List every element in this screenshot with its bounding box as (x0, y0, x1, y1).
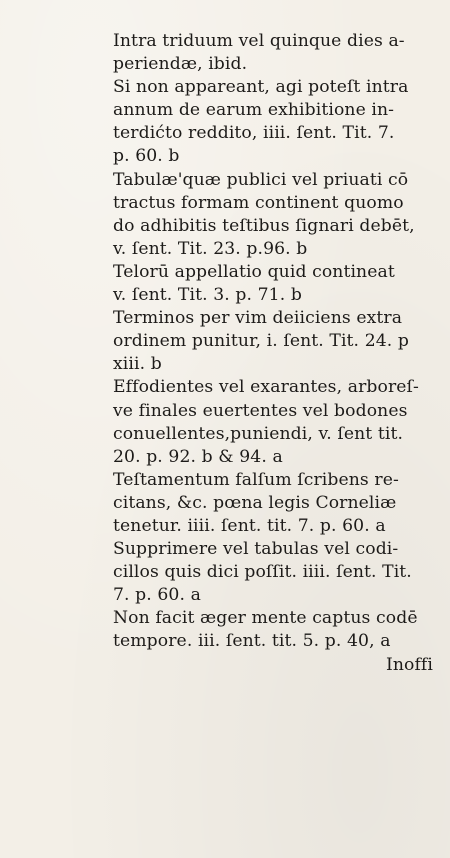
text-line: xiii. b (113, 354, 162, 375)
text-line: tempore. iii. ſent. tit. 5. p. 40, a (113, 631, 391, 652)
text-line: Effodientes vel exarantes, arboreſ- (113, 377, 419, 398)
text-line: Supprimere vel tabulas vel codi- (113, 539, 399, 560)
text-line: terdićto reddito, iiii. ſent. Tit. 7. (113, 123, 395, 144)
text-line: Non facit æger mente captus codē (113, 608, 418, 629)
text-line: cillos quis dici poſſit. iiii. ſent. Tit. (113, 562, 412, 583)
text-line: Intra triduum vel quinque dies a- (113, 31, 405, 51)
text-line: tenetur. iiii. ſent. tit. 7. p. 60. a (113, 515, 386, 536)
text-line: v. ſent. Tit. 3. p. 71. b (113, 285, 302, 306)
text-line: v. ſent. Tit. 23. p.96. b (113, 238, 308, 259)
text-line: periendæ, ibid. (113, 54, 248, 75)
text-line: Teſtamentum falſum ſcribens re- (113, 469, 399, 490)
text-line: ve finales euertentes vel bodones (113, 400, 408, 421)
text-line: tractus formam continent quomo (113, 192, 404, 213)
text-line: annum de earum exhibitione in- (113, 100, 395, 121)
text-line: do adhibitis teſtibus ſignari debēt, (113, 215, 415, 236)
text-line: 20. p. 92. b & 94. a (113, 446, 283, 467)
text-line: conuellentes,puniendi, v. ſent tit. (113, 423, 404, 444)
text-line: ordinem punitur, i. ſent. Tit. 24. p (113, 331, 409, 352)
text-line: Si non appareant, agi poteſt intra (113, 77, 409, 98)
text-line: Terminos per vim deiiciens extra (113, 308, 403, 329)
text-line: Telorū appellatio quid contineat (113, 261, 395, 282)
index-text-block (113, 30, 439, 677)
text-line: Tabulæ'quæ publici vel priuati cō (113, 169, 409, 190)
text-line: 7. p. 60. a (113, 585, 201, 606)
text-line: p. 60. b (113, 146, 180, 167)
text-line: citans, &c. pœna legis Corneliæ (113, 492, 397, 513)
catchword: Inoffi (385, 654, 433, 675)
